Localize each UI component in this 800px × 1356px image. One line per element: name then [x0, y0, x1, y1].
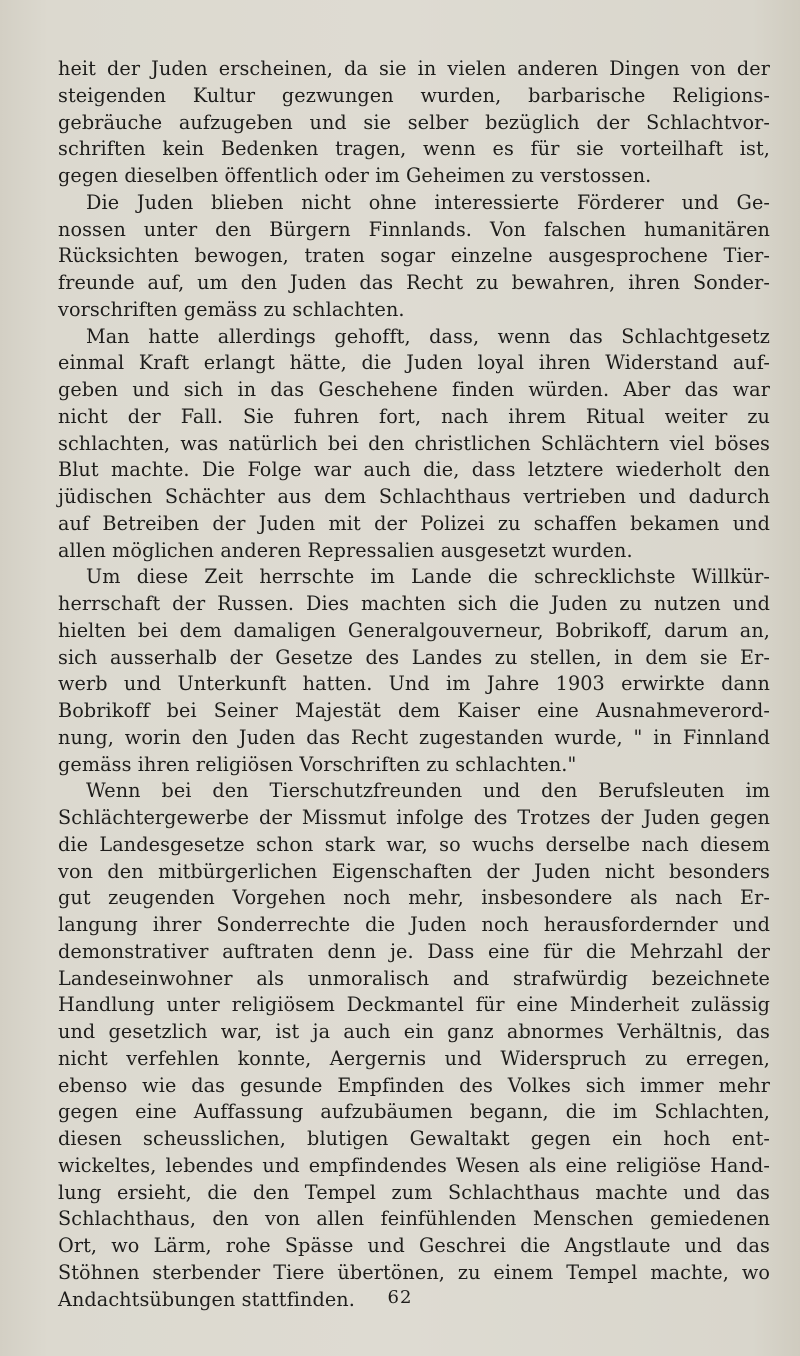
text-line: diesen scheusslichen, blutigen Gewaltakt gegen ein hoch ent- — [58, 1127, 770, 1150]
text-line: wickeltes, lebendes und empfindendes Wesen als eine religiöse Hand- — [58, 1153, 770, 1177]
text-line: nung, worin den Juden das Recht zugestanden wurde, " in Finnland — [58, 725, 770, 749]
text-line: gegen eine Auffassung aufzubäumen begann, die im Schlachten, — [58, 1100, 770, 1124]
text-line: nicht der Fall. Sie fuhren fort, nach ihrem Ritual weiter zu — [58, 404, 770, 428]
text-line: gut zeugenden Vorgehen noch mehr, insbesondere als nach Er- — [58, 886, 770, 910]
text-line: allen möglichen anderen Repressalien ausgesetzt wurden. — [58, 538, 633, 562]
text-line: Landeseinwohner als unmoralisch and strafwürdig bezeichnete — [58, 966, 770, 990]
text-line: Rücksichten bewogen, traten sogar einzelne ausgesprochene Tier- — [58, 244, 770, 268]
text-line: demonstrativer auftraten denn je. Dass eine für die Mehrzahl der — [58, 939, 770, 963]
text-line: Um diese Zeit herrschte im Lande die schrecklichste Willkür- — [86, 565, 770, 589]
text-line: Blut machte. Die Folge war auch die, dass letztere wiederholt den — [58, 458, 770, 482]
text-line: ebenso wie das gesunde Empfinden des Volkes sich immer mehr — [58, 1073, 770, 1097]
text-line: schriften kein Bedenken tragen, wenn es für sie vorteilhaft ist, — [58, 137, 770, 161]
text-line: Handlung unter religiösem Deckmantel für eine Minderheit zulässig — [58, 993, 770, 1017]
page-number: 62 — [387, 1287, 413, 1308]
text-line: sich ausserhalb der Gesetze des Landes zu stellen, in dem sie Er- — [58, 645, 770, 669]
text-line: schlachten, was natürlich bei den christlichen Schlächtern viel böses — [58, 431, 770, 455]
text-line: Schlächtergewerbe der Missmut infolge des Trotzes der Juden gegen — [58, 806, 770, 829]
text-line: Stöhnen sterbender Tiere übertönen, zu einem Tempel machte, wo — [58, 1260, 770, 1284]
text-line: herrschaft der Russen. Dies machten sich die Juden zu nutzen und — [58, 592, 770, 615]
text-line: Bobrikoff bei Seiner Majestät dem Kaiser eine Ausnahmeverord- — [58, 699, 770, 722]
text-line: heit der Juden erscheinen, da sie in vielen anderen Dingen von der — [58, 57, 770, 80]
text-line: langung ihrer Sonderrechte die Juden noch herausfordernder und — [58, 913, 770, 936]
text-line: lung ersieht, die den Tempel zum Schlachthaus machte und das — [58, 1180, 770, 1204]
text-line: vorschriften gemäss zu schlachten. — [58, 297, 405, 321]
text-line: gebräuche aufzugeben und sie selber bezüglich der Schlachtvor- — [58, 110, 770, 134]
text-line: nicht verfehlen konnte, Aergernis und Widerspruch zu erregen, — [58, 1046, 770, 1070]
text-line: und gesetzlich war, ist ja auch ein ganz abnormes Verhältnis, das — [58, 1020, 770, 1043]
text-line: einmal Kraft erlangt hätte, die Juden loyal ihren Widerstand auf- — [58, 351, 770, 375]
text-line: freunde auf, um den Juden das Recht zu bewahren, ihren Sonder- — [58, 271, 770, 294]
text-line: werb und Unterkunft hatten. Und im Jahre 1903 erwirkte dann — [58, 672, 770, 696]
body-text — [58, 56, 770, 1313]
text-line: steigenden Kultur gezwungen wurden, barbarische Religions- — [58, 83, 770, 107]
text-line: gemäss ihren religiösen Vorschriften zu schlachten." — [58, 752, 577, 776]
text-line: Die Juden blieben nicht ohne interessierte Förderer und Ge- — [86, 190, 770, 214]
text-line: Wenn bei den Tierschutzfreunden und den Berufsleuten im — [86, 779, 770, 803]
text-line: Andachtsübungen stattfinden. — [58, 1287, 355, 1311]
text-line: Schlachthaus, den von allen feinfühlenden Menschen gemiedenen — [58, 1207, 770, 1231]
text-line: Man hatte allerdings gehofft, dass, wenn das Schlachtgesetz — [86, 324, 770, 348]
text-line: gegen dieselben öffentlich oder im Geheimen zu verstossen. — [58, 164, 652, 187]
text-line: jüdischen Schächter aus dem Schlachthaus vertrieben und dadurch — [58, 485, 770, 508]
text-line: auf Betreiben der Juden mit der Polizei zu schaffen bekamen und — [58, 511, 770, 535]
text-line: geben und sich in das Geschehene finden würden. Aber das war — [58, 378, 770, 401]
text-line: nossen unter den Bürgern Finnlands. Von falschen humanitären — [58, 217, 770, 241]
text-line: Ort, wo Lärm, rohe Spässe und Geschrei die Angstlaute und das — [58, 1234, 770, 1257]
text-line: hielten bei dem damaligen Generalgouverneur, Bobrikoff, darum an, — [58, 618, 770, 642]
text-line: von den mitbürgerlichen Eigenschaften der Juden nicht besonders — [58, 859, 770, 883]
text-line: die Landesgesetze schon stark war, so wuchs derselbe nach diesem — [58, 832, 770, 856]
